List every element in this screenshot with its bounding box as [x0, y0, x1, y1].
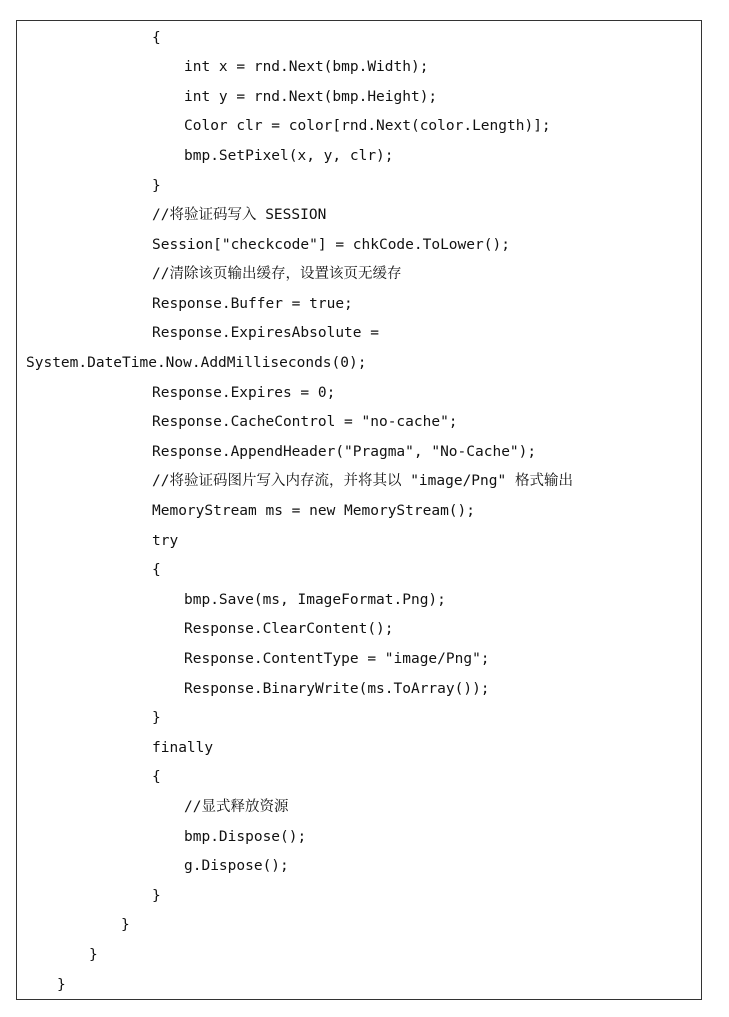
code-line: Session["checkcode"] = chkCode.ToLower();: [152, 237, 510, 253]
code-line: g.Dispose();: [184, 858, 289, 874]
code-line: Response.ExpiresAbsolute =: [152, 325, 379, 341]
code-line: }: [152, 178, 161, 194]
code-line: Response.BinaryWrite(ms.ToArray());: [184, 681, 490, 697]
code-comment: //显式释放资源: [184, 799, 289, 815]
code-line: }: [121, 917, 130, 933]
code-line: bmp.Save(ms, ImageFormat.Png);: [184, 592, 446, 608]
code-line: }: [89, 947, 98, 963]
code-line: }: [152, 710, 161, 726]
code-line: int x = rnd.Next(bmp.Width);: [184, 59, 429, 75]
code-line: Response.AppendHeader("Pragma", "No-Cache");: [152, 444, 537, 460]
code-line: Response.ContentType = "image/Png";: [184, 651, 490, 667]
code-line: bmp.Dispose();: [184, 829, 307, 845]
code-comment: //将验证码图片写入内存流，并将其以 "image/Png" 格式输出: [152, 473, 573, 489]
code-line: Response.Buffer = true;: [152, 296, 353, 312]
code-line: MemoryStream ms = new MemoryStream();: [152, 503, 476, 519]
code-line: }: [57, 977, 66, 993]
code-line: }: [152, 888, 161, 904]
code-comment: //将验证码写入 SESSION: [152, 207, 327, 223]
code-line: int y = rnd.Next(bmp.Height);: [184, 89, 438, 105]
code-line: Response.CacheControl = "no-cache";: [152, 414, 458, 430]
code-line: System.DateTime.Now.AddMilliseconds(0);: [26, 355, 367, 371]
code-line: Response.Expires = 0;: [152, 385, 336, 401]
code-line: {: [152, 769, 161, 785]
code-comment: //清除该页输出缓存，设置该页无缓存: [152, 266, 402, 282]
code-line: {: [152, 562, 161, 578]
code-line: bmp.SetPixel(x, y, clr);: [184, 148, 394, 164]
code-line: finally: [152, 740, 214, 756]
code-line: Color clr = color[rnd.Next(color.Length)];: [184, 118, 551, 134]
code-line: try: [152, 533, 179, 549]
code-line: Response.ClearContent();: [184, 621, 394, 637]
code-line: {: [152, 30, 161, 46]
